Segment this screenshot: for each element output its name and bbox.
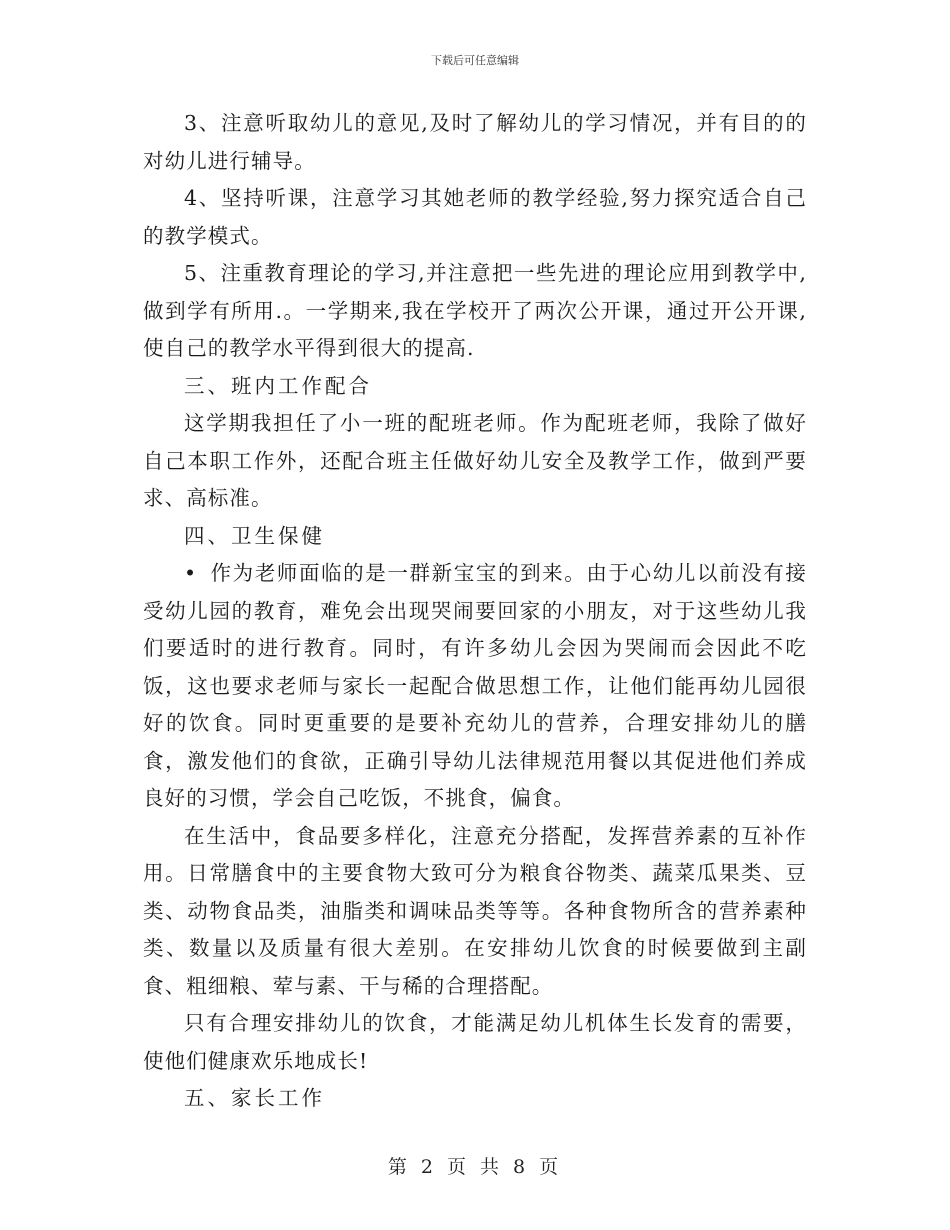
page-number: 第 2 页 共 8 页	[387, 1156, 563, 1178]
section-heading-5: 五、家长工作	[184, 1086, 325, 1110]
paragraph-health-care-text: 作为老师面临的是一群新宝宝的到来。由于心幼儿以前没有接受幼儿园的教育，难免会出现哭闹要回家的小朋友，对于这些幼儿我们要适时的进行教育。同时，有许多幼儿会因为哭闹而会因此不吃饭，这也要求老师与家长一起配合做思想工作，让他们能再幼儿园很好的饮食。同时更重要的是要补充幼儿的营养，合理安排幼儿的膳食，激发他们的食欲，正确引导幼儿法律规范用餐以其促进他们养成良好的习惯，学会自己吃饭，不挑食，偏食。	[143, 561, 807, 810]
document-body	[143, 105, 807, 1118]
paragraph-diet-conclusion: 只有合理安排幼儿的饮食，才能满足幼儿机体生长发育的需要，使他们健康欢乐地成长!	[143, 1011, 807, 1073]
section-heading-3: 三、班内工作配合	[184, 373, 372, 398]
paragraph-item-4: 4、坚持听课，注意学习其她老师的教学经验,努力探究适合自己的教学模式。	[143, 186, 807, 248]
section-heading-4: 四、卫生保健	[184, 523, 325, 548]
paragraph-diet-variety: 在生活中，食品要多样化，注意充分搭配，发挥营养素的互补作用。日常膳食中的主要食物大致可分为粮食谷物类、蔬菜瓜果类、豆类、动物食品类，油脂类和调味品类等等。各种食物所含的营养素种类、数量以及质量有很大差别。在安排幼儿饮食的时候要做到主副食、粗细粮、荤与素、干与稀的合理搭配。	[143, 823, 807, 998]
bullet-icon: •	[184, 561, 198, 585]
page-header: 下载后可任意编辑	[431, 54, 519, 67]
paragraph-item-5: 5、注重教育理论的学习,并注意把一些先进的理论应用到教学中,做到学有所用.。一学期来,我在学校开了两次公开课，通过开公开课,使自己的教学水平得到很大的提高.	[143, 261, 807, 360]
paragraph-health-care	[143, 555, 807, 818]
paragraph-class-cooperation: 这学期我担任了小一班的配班老师。作为配班老师，我除了做好自己本职工作外，还配合班主任做好幼儿安全及教学工作，做到严要求、高标准。	[143, 411, 807, 510]
paragraph-item-3: 3、注意听取幼儿的意见,及时了解幼儿的学习情况，并有目的的对幼儿进行辅导。	[143, 111, 807, 173]
